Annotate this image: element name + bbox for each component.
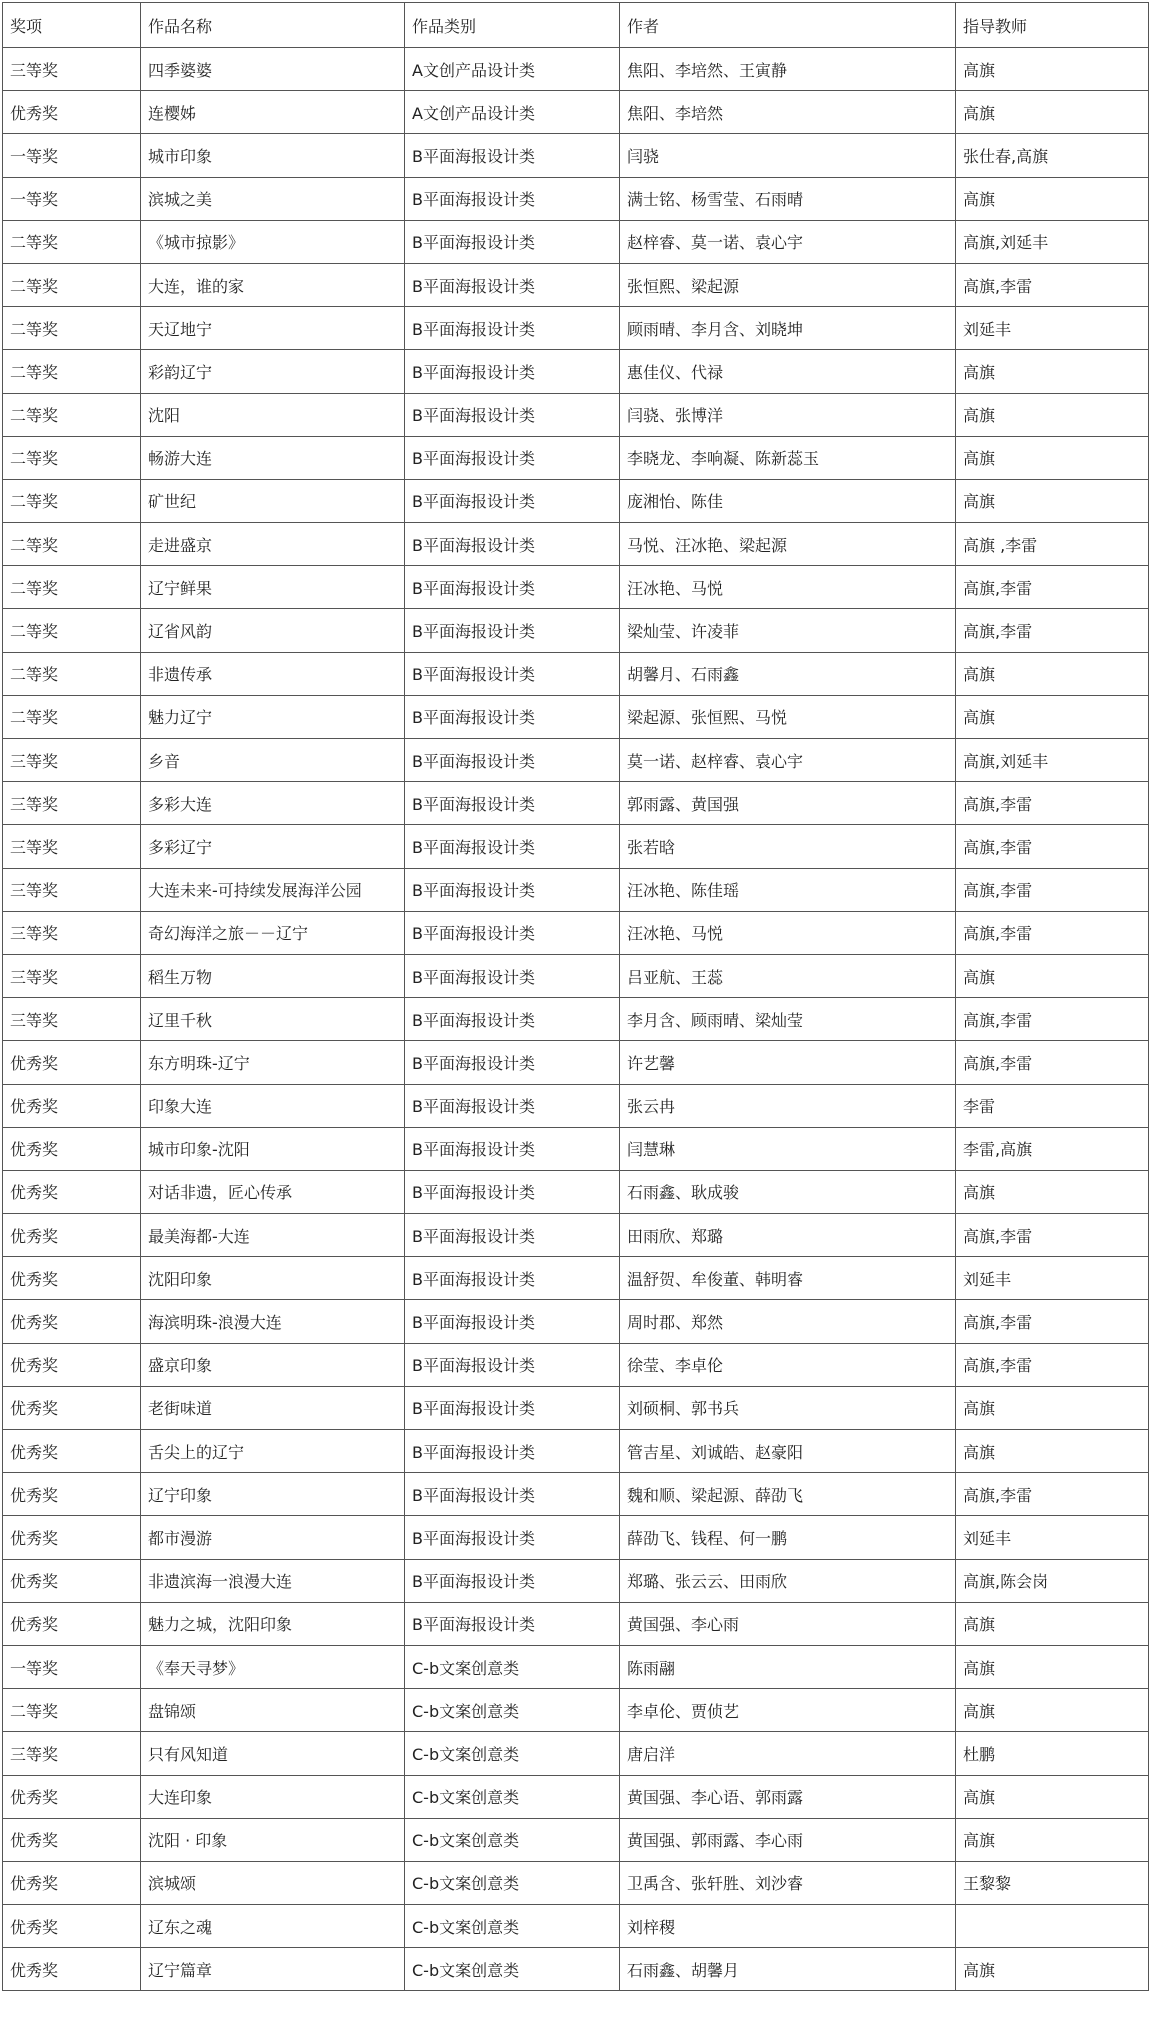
- award-cell: 二等奖: [3, 566, 141, 609]
- table-row: [3, 1948, 1149, 1991]
- authors-cell: 薛劭飞、钱程、何一鹏: [620, 1516, 956, 1559]
- award-cell: 优秀奖: [3, 1127, 141, 1170]
- advisor-cell: 高旗,李雷: [956, 998, 1149, 1041]
- authors-cell: 刘梓稷: [620, 1905, 956, 1948]
- work-title-cell: 城市印象-沈阳: [141, 1127, 405, 1170]
- authors-cell: 梁起源、张恒熙、马悦: [620, 695, 956, 738]
- award-cell: 优秀奖: [3, 1905, 141, 1948]
- category-cell: B平面海报设计类: [405, 1559, 620, 1602]
- advisor-cell: 高旗,李雷: [956, 868, 1149, 911]
- category-cell: B平面海报设计类: [405, 1386, 620, 1429]
- work-title-cell: 四季婆婆: [141, 48, 405, 91]
- category-cell: B平面海报设计类: [405, 436, 620, 479]
- table-row: [3, 134, 1149, 177]
- category-cell: B平面海报设计类: [405, 1127, 620, 1170]
- advisor-cell: 高旗,刘延丰: [956, 220, 1149, 263]
- authors-cell: 张若晗: [620, 825, 956, 868]
- advisor-cell: 高旗,李雷: [956, 825, 1149, 868]
- table-row: [3, 1041, 1149, 1084]
- authors-cell: 徐莹、李卓伦: [620, 1343, 956, 1386]
- category-cell: C-b文案创意类: [405, 1645, 620, 1688]
- work-title-cell: 舌尖上的辽宁: [141, 1430, 405, 1473]
- advisor-cell: 高旗,刘延丰: [956, 739, 1149, 782]
- work-title-cell: 辽里千秋: [141, 998, 405, 1041]
- category-cell: B平面海报设计类: [405, 782, 620, 825]
- category-cell: B平面海报设计类: [405, 1473, 620, 1516]
- authors-cell: 梁灿莹、许凌菲: [620, 609, 956, 652]
- advisor-cell: 高旗 ,李雷: [956, 523, 1149, 566]
- category-cell: B平面海报设计类: [405, 350, 620, 393]
- work-title-cell: 魅力辽宁: [141, 695, 405, 738]
- award-cell: 二等奖: [3, 695, 141, 738]
- table-row: [3, 48, 1149, 91]
- authors-cell: 马悦、汪冰艳、梁起源: [620, 523, 956, 566]
- work-title-cell: 彩韵辽宁: [141, 350, 405, 393]
- header-row: [3, 3, 1149, 48]
- award-cell: 三等奖: [3, 1732, 141, 1775]
- advisor-cell: 高旗: [956, 652, 1149, 695]
- work-title-cell: 《奉天寻梦》: [141, 1645, 405, 1688]
- authors-cell: 汪冰艳、马悦: [620, 566, 956, 609]
- category-cell: B平面海报设计类: [405, 825, 620, 868]
- table-body: [3, 48, 1149, 1991]
- award-cell: 优秀奖: [3, 1300, 141, 1343]
- work-title-cell: 辽宁印象: [141, 1473, 405, 1516]
- award-cell: 优秀奖: [3, 1257, 141, 1300]
- table-row: [3, 868, 1149, 911]
- advisor-cell: 高旗: [956, 479, 1149, 522]
- advisor-cell: 高旗,李雷: [956, 1214, 1149, 1257]
- category-cell: B平面海报设计类: [405, 1170, 620, 1213]
- work-title-cell: 盛京印象: [141, 1343, 405, 1386]
- award-cell: 二等奖: [3, 393, 141, 436]
- award-cell: 二等奖: [3, 1689, 141, 1732]
- table-row: [3, 1559, 1149, 1602]
- advisor-cell: 高旗,李雷: [956, 609, 1149, 652]
- table-row: [3, 1127, 1149, 1170]
- category-cell: B平面海报设计类: [405, 998, 620, 1041]
- table-row: [3, 307, 1149, 350]
- award-cell: 优秀奖: [3, 1386, 141, 1429]
- authors-cell: 陈雨翮: [620, 1645, 956, 1688]
- table-row: [3, 1689, 1149, 1732]
- category-cell: C-b文案创意类: [405, 1818, 620, 1861]
- award-cell: 三等奖: [3, 911, 141, 954]
- work-title-cell: 非遗滨海一浪漫大连: [141, 1559, 405, 1602]
- advisor-cell: 高旗: [956, 1948, 1149, 1991]
- authors-cell: 张云冉: [620, 1084, 956, 1127]
- category-cell: B平面海报设计类: [405, 739, 620, 782]
- table-row: [3, 263, 1149, 306]
- category-cell: A文创产品设计类: [405, 48, 620, 91]
- category-cell: C-b文案创意类: [405, 1905, 620, 1948]
- work-title-cell: 城市印象: [141, 134, 405, 177]
- table-row: [3, 1084, 1149, 1127]
- category-cell: B平面海报设计类: [405, 134, 620, 177]
- award-cell: 优秀奖: [3, 1473, 141, 1516]
- category-cell: B平面海报设计类: [405, 609, 620, 652]
- work-title-cell: 连樱姊: [141, 91, 405, 134]
- advisor-cell: 高旗: [956, 350, 1149, 393]
- authors-cell: 刘硕桐、郭书兵: [620, 1386, 956, 1429]
- advisor-cell: 张仕春,高旗: [956, 134, 1149, 177]
- award-cell: 优秀奖: [3, 1084, 141, 1127]
- advisor-cell: 高旗: [956, 695, 1149, 738]
- work-title-cell: 《城市掠影》: [141, 220, 405, 263]
- award-cell: 优秀奖: [3, 1775, 141, 1818]
- table-row: [3, 1473, 1149, 1516]
- award-cell: 一等奖: [3, 134, 141, 177]
- authors-cell: 吕亚航、王蕊: [620, 954, 956, 997]
- authors-cell: 卫禹含、张轩胜、刘沙睿: [620, 1861, 956, 1904]
- advisor-cell: 高旗,李雷: [956, 1343, 1149, 1386]
- category-cell: A文创产品设计类: [405, 91, 620, 134]
- authors-cell: 焦阳、李培然、王寅静: [620, 48, 956, 91]
- advisor-cell: 李雷,高旗: [956, 1127, 1149, 1170]
- category-cell: B平面海报设计类: [405, 1084, 620, 1127]
- table-row: [3, 1645, 1149, 1688]
- award-cell: 二等奖: [3, 609, 141, 652]
- category-cell: B平面海报设计类: [405, 1214, 620, 1257]
- work-title-cell: 印象大连: [141, 1084, 405, 1127]
- work-title-cell: 老街味道: [141, 1386, 405, 1429]
- advisor-cell: 高旗,李雷: [956, 1473, 1149, 1516]
- advisor-cell: 高旗,李雷: [956, 911, 1149, 954]
- table-row: [3, 1343, 1149, 1386]
- table-row: [3, 1732, 1149, 1775]
- category-cell: B平面海报设计类: [405, 868, 620, 911]
- award-cell: 优秀奖: [3, 1948, 141, 1991]
- award-cell: 一等奖: [3, 177, 141, 220]
- advisor-cell: [956, 1905, 1149, 1948]
- category-cell: B平面海报设计类: [405, 566, 620, 609]
- table-row: [3, 566, 1149, 609]
- authors-cell: 郭雨露、黄国强: [620, 782, 956, 825]
- table-row: [3, 177, 1149, 220]
- table-row: [3, 825, 1149, 868]
- table-row: [3, 91, 1149, 134]
- advisor-cell: 高旗,李雷: [956, 263, 1149, 306]
- work-title-cell: 大连，谁的家: [141, 263, 405, 306]
- award-cell: 三等奖: [3, 954, 141, 997]
- work-title-cell: 多彩大连: [141, 782, 405, 825]
- category-cell: B平面海报设计类: [405, 393, 620, 436]
- authors-cell: 胡馨月、石雨鑫: [620, 652, 956, 695]
- authors-cell: 闫慧琳: [620, 1127, 956, 1170]
- work-title-cell: 最美海都-大连: [141, 1214, 405, 1257]
- table-row: [3, 479, 1149, 522]
- category-cell: B平面海报设计类: [405, 1343, 620, 1386]
- category-cell: B平面海报设计类: [405, 1430, 620, 1473]
- advisor-cell: 高旗: [956, 436, 1149, 479]
- work-title-cell: 沈阳 · 印象: [141, 1818, 405, 1861]
- work-title-cell: 稻生万物: [141, 954, 405, 997]
- work-title-cell: 辽省风韵: [141, 609, 405, 652]
- category-cell: C-b文案创意类: [405, 1861, 620, 1904]
- work-title-cell: 沈阳: [141, 393, 405, 436]
- award-cell: 二等奖: [3, 220, 141, 263]
- authors-cell: 庞湘怡、陈佳: [620, 479, 956, 522]
- category-cell: C-b文案创意类: [405, 1948, 620, 1991]
- advisor-cell: 高旗: [956, 1775, 1149, 1818]
- advisor-cell: 高旗,李雷: [956, 1041, 1149, 1084]
- table-row: [3, 998, 1149, 1041]
- advisor-cell: 高旗: [956, 393, 1149, 436]
- advisor-cell: 刘延丰: [956, 307, 1149, 350]
- authors-cell: 闫骁、张博洋: [620, 393, 956, 436]
- category-cell: C-b文案创意类: [405, 1775, 620, 1818]
- category-cell: B平面海报设计类: [405, 220, 620, 263]
- authors-cell: 李月含、顾雨晴、梁灿莹: [620, 998, 956, 1041]
- table-row: [3, 1905, 1149, 1948]
- authors-cell: 满士铭、杨雪莹、石雨晴: [620, 177, 956, 220]
- category-cell: B平面海报设计类: [405, 263, 620, 306]
- work-title-cell: 畅游大连: [141, 436, 405, 479]
- advisor-cell: 高旗,李雷: [956, 782, 1149, 825]
- advisor-cell: 王黎黎: [956, 1861, 1149, 1904]
- table-row: [3, 652, 1149, 695]
- category-cell: B平面海报设计类: [405, 911, 620, 954]
- header-award: 奖项: [3, 3, 141, 48]
- work-title-cell: 大连未来-可持续发展海洋公园: [141, 868, 405, 911]
- work-title-cell: 盘锦颂: [141, 1689, 405, 1732]
- category-cell: B平面海报设计类: [405, 479, 620, 522]
- authors-cell: 许艺馨: [620, 1041, 956, 1084]
- authors-cell: 汪冰艳、马悦: [620, 911, 956, 954]
- authors-cell: 魏和顺、梁起源、薛劭飞: [620, 1473, 956, 1516]
- table-row: [3, 1386, 1149, 1429]
- table-row: [3, 1602, 1149, 1645]
- work-title-cell: 只有风知道: [141, 1732, 405, 1775]
- authors-cell: 黄国强、郭雨露、李心雨: [620, 1818, 956, 1861]
- authors-cell: 黄国强、李心语、郭雨露: [620, 1775, 956, 1818]
- table-row: [3, 609, 1149, 652]
- work-title-cell: 东方明珠-辽宁: [141, 1041, 405, 1084]
- authors-cell: 顾雨晴、李月含、刘晓坤: [620, 307, 956, 350]
- header-authors: 作者: [620, 3, 956, 48]
- category-cell: B平面海报设计类: [405, 1041, 620, 1084]
- authors-cell: 周时郡、郑然: [620, 1300, 956, 1343]
- award-cell: 三等奖: [3, 868, 141, 911]
- table-row: [3, 436, 1149, 479]
- work-title-cell: 滨城颂: [141, 1861, 405, 1904]
- authors-cell: 汪冰艳、陈佳瑶: [620, 868, 956, 911]
- advisor-cell: 高旗: [956, 954, 1149, 997]
- award-cell: 优秀奖: [3, 91, 141, 134]
- award-cell: 优秀奖: [3, 1214, 141, 1257]
- table-row: [3, 1300, 1149, 1343]
- table-row: [3, 1214, 1149, 1257]
- award-cell: 优秀奖: [3, 1861, 141, 1904]
- authors-cell: 惠佳仪、代禄: [620, 350, 956, 393]
- table-row: [3, 1818, 1149, 1861]
- category-cell: B平面海报设计类: [405, 177, 620, 220]
- table-row: [3, 954, 1149, 997]
- authors-cell: 张恒熙、梁起源: [620, 263, 956, 306]
- authors-cell: 管吉星、刘诚皓、赵豪阳: [620, 1430, 956, 1473]
- award-cell: 二等奖: [3, 652, 141, 695]
- work-title-cell: 乡音: [141, 739, 405, 782]
- award-cell: 三等奖: [3, 739, 141, 782]
- category-cell: B平面海报设计类: [405, 307, 620, 350]
- advisor-cell: 高旗: [956, 1689, 1149, 1732]
- work-title-cell: 魅力之城，沈阳印象: [141, 1602, 405, 1645]
- award-cell: 三等奖: [3, 48, 141, 91]
- header-advisor: 指导教师: [956, 3, 1149, 48]
- category-cell: C-b文案创意类: [405, 1732, 620, 1775]
- work-title-cell: 矿世纪: [141, 479, 405, 522]
- award-cell: 三等奖: [3, 782, 141, 825]
- advisor-cell: 李雷: [956, 1084, 1149, 1127]
- authors-cell: 李晓龙、李响凝、陈新蕊玉: [620, 436, 956, 479]
- category-cell: B平面海报设计类: [405, 1257, 620, 1300]
- advisor-cell: 杜鹏: [956, 1732, 1149, 1775]
- award-cell: 三等奖: [3, 998, 141, 1041]
- award-cell: 优秀奖: [3, 1041, 141, 1084]
- award-cell: 三等奖: [3, 825, 141, 868]
- work-title-cell: 滨城之美: [141, 177, 405, 220]
- authors-cell: 赵梓睿、莫一诺、袁心宇: [620, 220, 956, 263]
- awards-table: [2, 2, 1149, 1991]
- award-cell: 优秀奖: [3, 1818, 141, 1861]
- advisor-cell: 刘延丰: [956, 1257, 1149, 1300]
- work-title-cell: 天辽地宁: [141, 307, 405, 350]
- award-cell: 优秀奖: [3, 1343, 141, 1386]
- authors-cell: 石雨鑫、胡馨月: [620, 1948, 956, 1991]
- authors-cell: 田雨欣、郑璐: [620, 1214, 956, 1257]
- table-row: [3, 1257, 1149, 1300]
- category-cell: B平面海报设计类: [405, 695, 620, 738]
- work-title-cell: 辽宁篇章: [141, 1948, 405, 1991]
- category-cell: B平面海报设计类: [405, 652, 620, 695]
- advisor-cell: 高旗,李雷: [956, 1300, 1149, 1343]
- category-cell: C-b文案创意类: [405, 1689, 620, 1732]
- authors-cell: 郑璐、张云云、田雨欣: [620, 1559, 956, 1602]
- advisor-cell: 高旗: [956, 48, 1149, 91]
- award-cell: 二等奖: [3, 263, 141, 306]
- award-cell: 二等奖: [3, 350, 141, 393]
- advisor-cell: 高旗,李雷: [956, 566, 1149, 609]
- advisor-cell: 高旗: [956, 1430, 1149, 1473]
- work-title-cell: 多彩辽宁: [141, 825, 405, 868]
- work-title-cell: 走进盛京: [141, 523, 405, 566]
- work-title-cell: 沈阳印象: [141, 1257, 405, 1300]
- authors-cell: 唐启洋: [620, 1732, 956, 1775]
- award-cell: 优秀奖: [3, 1516, 141, 1559]
- table-row: [3, 1170, 1149, 1213]
- award-cell: 优秀奖: [3, 1170, 141, 1213]
- category-cell: B平面海报设计类: [405, 1516, 620, 1559]
- award-cell: 优秀奖: [3, 1602, 141, 1645]
- authors-cell: 闫骁: [620, 134, 956, 177]
- advisor-cell: 高旗: [956, 1602, 1149, 1645]
- award-cell: 二等奖: [3, 523, 141, 566]
- table-row: [3, 695, 1149, 738]
- award-cell: 二等奖: [3, 479, 141, 522]
- table-row: [3, 739, 1149, 782]
- category-cell: B平面海报设计类: [405, 523, 620, 566]
- authors-cell: 温舒贺、牟俊董、韩明睿: [620, 1257, 956, 1300]
- award-cell: 优秀奖: [3, 1559, 141, 1602]
- advisor-cell: 高旗,陈会岗: [956, 1559, 1149, 1602]
- advisor-cell: 高旗: [956, 91, 1149, 134]
- work-title-cell: 海滨明珠-浪漫大连: [141, 1300, 405, 1343]
- table-row: [3, 1516, 1149, 1559]
- advisor-cell: 高旗: [956, 1818, 1149, 1861]
- authors-cell: 焦阳、李培然: [620, 91, 956, 134]
- table-row: [3, 220, 1149, 263]
- table-row: [3, 350, 1149, 393]
- authors-cell: 黄国强、李心雨: [620, 1602, 956, 1645]
- table-row: [3, 911, 1149, 954]
- authors-cell: 李卓伦、贾侦艺: [620, 1689, 956, 1732]
- table-row: [3, 782, 1149, 825]
- header-category: 作品类别: [405, 3, 620, 48]
- category-cell: B平面海报设计类: [405, 1602, 620, 1645]
- advisor-cell: 高旗: [956, 177, 1149, 220]
- category-cell: B平面海报设计类: [405, 954, 620, 997]
- category-cell: B平面海报设计类: [405, 1300, 620, 1343]
- award-cell: 二等奖: [3, 307, 141, 350]
- work-title-cell: 奇幻海洋之旅－－辽宁: [141, 911, 405, 954]
- work-title-cell: 辽东之魂: [141, 1905, 405, 1948]
- work-title-cell: 都市漫游: [141, 1516, 405, 1559]
- table-row: [3, 1861, 1149, 1904]
- table-row: [3, 393, 1149, 436]
- table-row: [3, 1430, 1149, 1473]
- advisor-cell: 刘延丰: [956, 1516, 1149, 1559]
- work-title-cell: 辽宁鲜果: [141, 566, 405, 609]
- award-cell: 优秀奖: [3, 1430, 141, 1473]
- work-title-cell: 非遗传承: [141, 652, 405, 695]
- advisor-cell: 高旗: [956, 1645, 1149, 1688]
- advisor-cell: 高旗: [956, 1386, 1149, 1429]
- award-cell: 二等奖: [3, 436, 141, 479]
- table-row: [3, 523, 1149, 566]
- authors-cell: 莫一诺、赵梓睿、袁心宇: [620, 739, 956, 782]
- work-title-cell: 大连印象: [141, 1775, 405, 1818]
- table-row: [3, 1775, 1149, 1818]
- advisor-cell: 高旗: [956, 1170, 1149, 1213]
- table-header: [3, 3, 1149, 48]
- work-title-cell: 对话非遗，匠心传承: [141, 1170, 405, 1213]
- header-work-title: 作品名称: [141, 3, 405, 48]
- authors-cell: 石雨鑫、耿成骏: [620, 1170, 956, 1213]
- award-cell: 一等奖: [3, 1645, 141, 1688]
